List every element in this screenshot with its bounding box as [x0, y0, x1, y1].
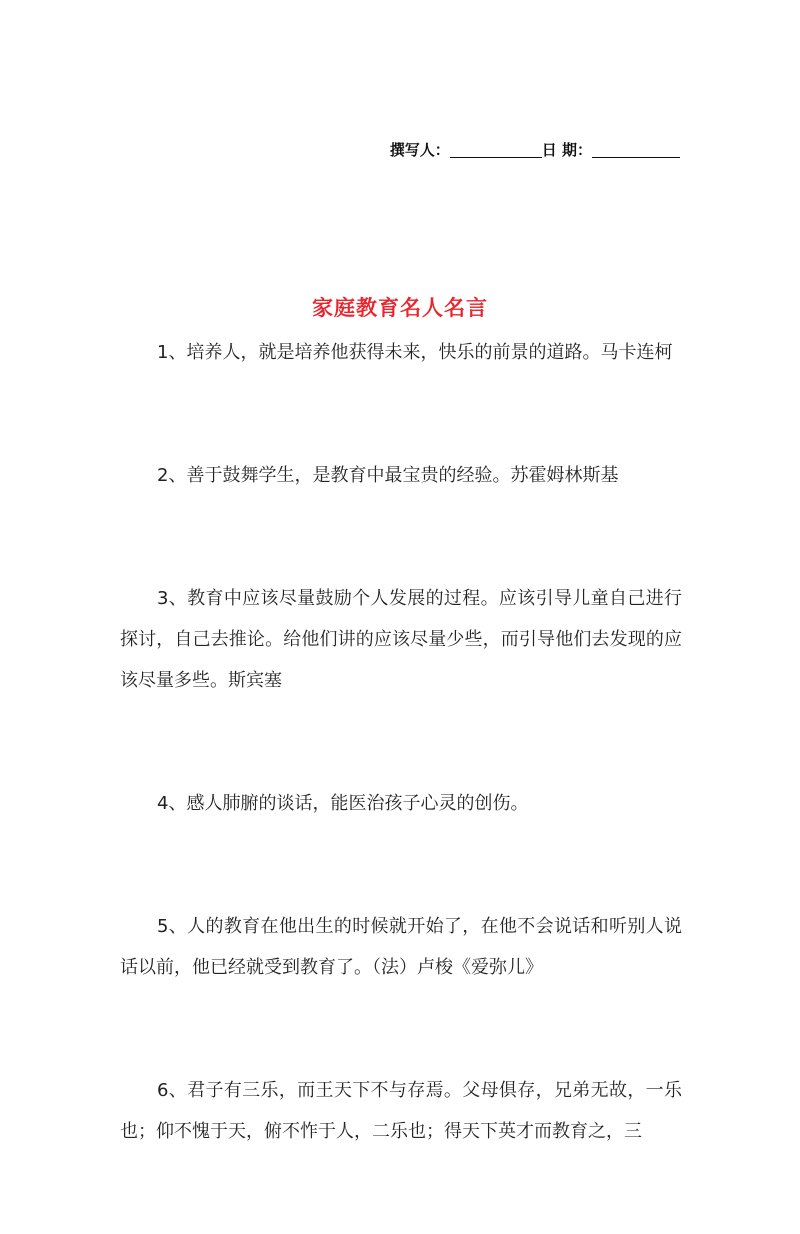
quote-item: 4、感人肺腑的谈话，能医治孩子心灵的创伤。	[157, 793, 529, 814]
quote-list	[120, 332, 682, 1234]
author-date-line	[390, 139, 680, 160]
quote-item: 2、善于鼓舞学生，是教育中最宝贵的经验。苏霍姆林斯基	[157, 465, 619, 486]
date-blank	[592, 139, 680, 158]
quote-item: 6、君子有三乐，而王天下不与存焉。父母俱存，兄弟无故，一乐也；仰不愧于天，俯不怍于人，二乐也；得天下英才而教育之，三	[120, 1080, 682, 1142]
writer-blank	[450, 139, 542, 158]
quote-item: 5、人的教育在他出生的时候就开始了，在他不会说话和听别人说话以前，他已经就受到教育了。（法）卢梭《爱弥儿》	[120, 916, 682, 978]
writer-label: 撰写人：	[389, 141, 450, 159]
date-label: 日 期：	[541, 141, 592, 159]
document-title: 家庭教育名人名言	[312, 296, 488, 320]
quote-item: 1、培养人，就是培养他获得未来，快乐的前景的道路。马卡连柯	[157, 342, 673, 363]
quote-item: 3、教育中应该尽量鼓励个人发展的过程。应该引导儿童自己进行探讨，自己去推论。给他们讲的应该尽量少些，而引导他们去发现的应该尽量多些。斯宾塞	[120, 588, 682, 691]
